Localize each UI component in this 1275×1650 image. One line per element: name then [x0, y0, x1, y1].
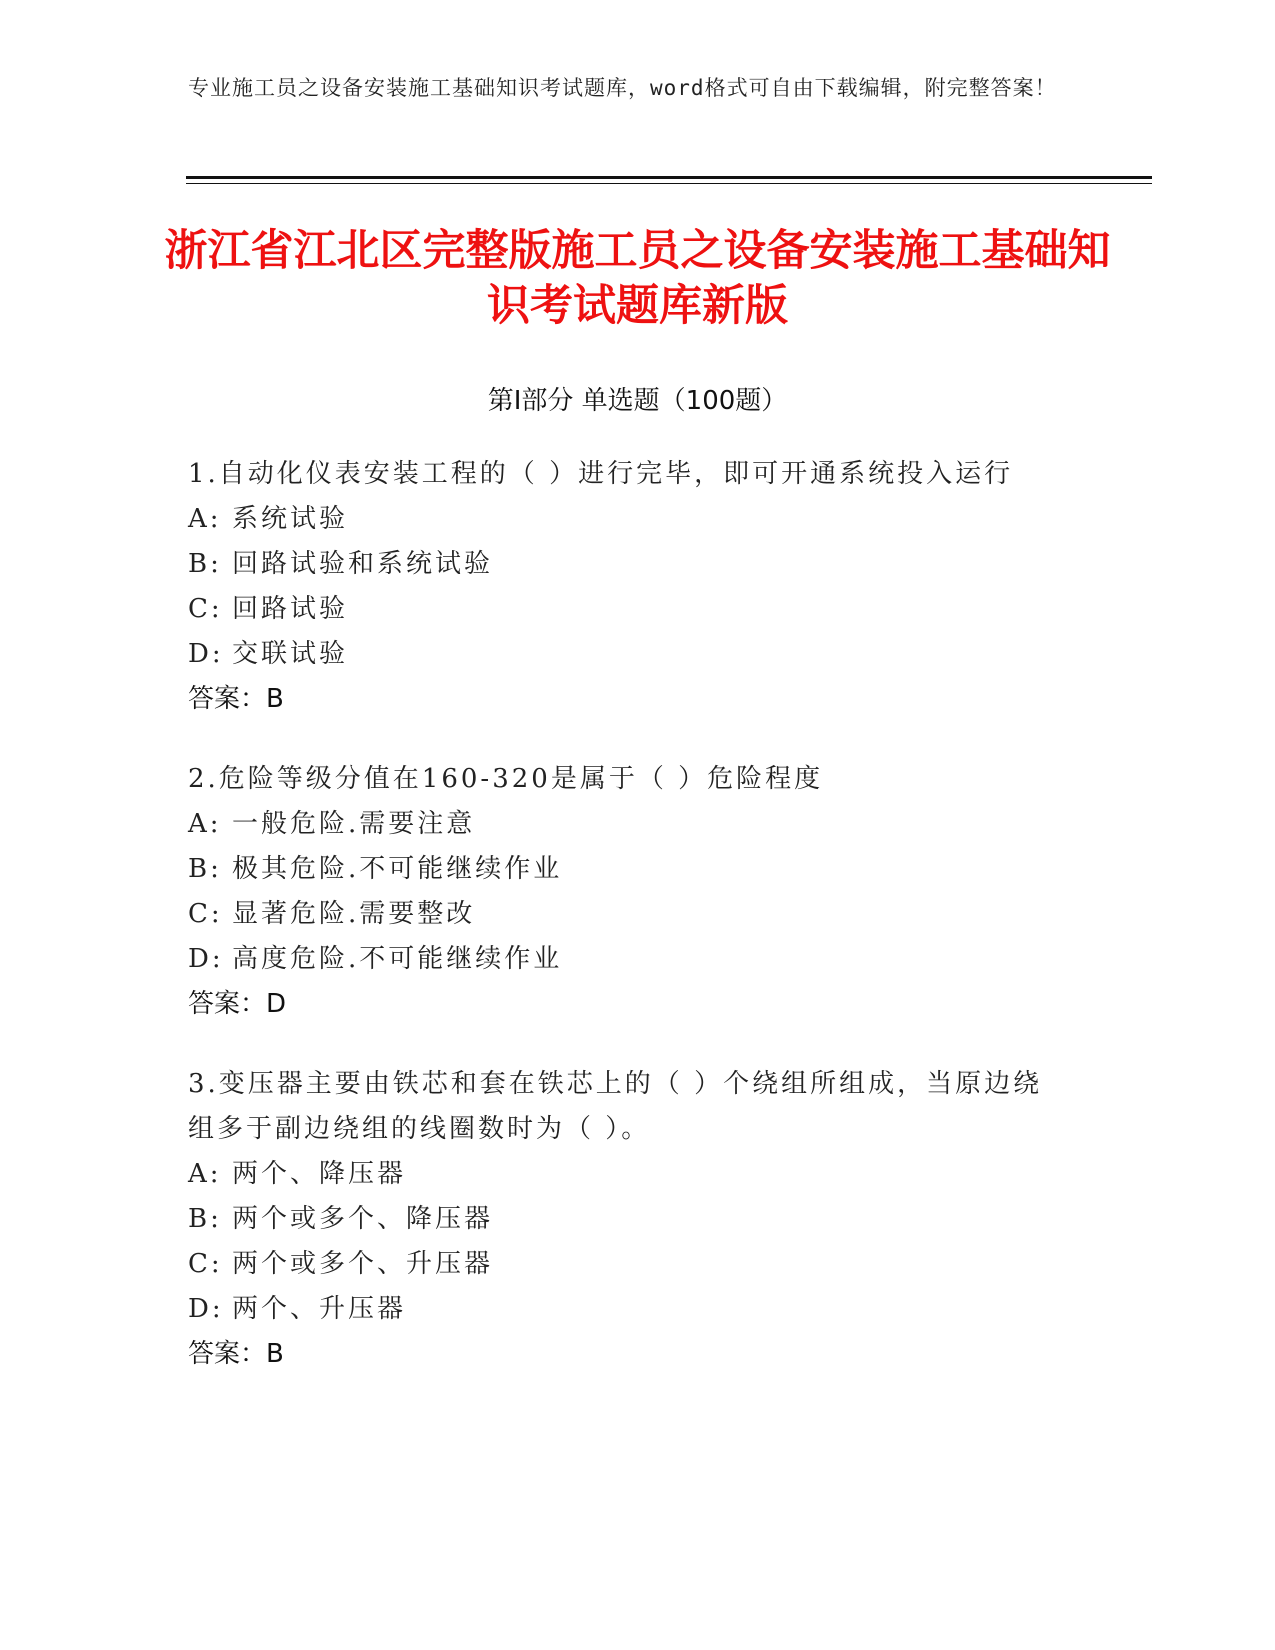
option-letter: B: [188, 854, 222, 884]
option-text: 极其危险.不可能继续作业 [232, 854, 563, 884]
option-letter: C: [188, 899, 223, 929]
option-c [188, 1242, 1068, 1287]
header-rule-thin [186, 183, 1152, 184]
option-a [188, 497, 1088, 542]
option-text: 两个、升压器 [232, 1294, 407, 1324]
option-a [188, 1152, 1068, 1197]
option-text: 一般危险.需要注意 [232, 809, 476, 839]
answer-line [188, 677, 1088, 722]
question-1 [188, 452, 1088, 722]
option-letter: D: [188, 639, 224, 669]
option-letter: B: [188, 1204, 222, 1234]
option-letter: B: [188, 549, 222, 579]
option-text: 回路试验 [232, 594, 349, 624]
option-d [188, 1287, 1068, 1332]
answer-value: B [266, 684, 284, 714]
document-title: 浙江省江北区完整版施工员之设备安装施工基础知识考试题库新版 [164, 226, 1111, 331]
option-letter: A: [188, 809, 222, 839]
option-b [188, 542, 1088, 587]
option-d [188, 937, 1088, 982]
option-b [188, 847, 1088, 892]
question-2 [188, 757, 1088, 1027]
question-text: 1.自动化仪表安装工程的（ ）进行完毕，即可开通系统投入运行 [188, 459, 1014, 489]
option-letter: A: [188, 504, 222, 534]
answer-value: D [266, 989, 287, 1019]
option-text: 高度危险.不可能继续作业 [232, 944, 563, 974]
section-heading: 第Ⅰ部分 单选题（100题） [487, 386, 788, 416]
option-letter: C: [188, 1249, 223, 1279]
option-text: 两个、降压器 [232, 1159, 407, 1189]
option-c [188, 892, 1088, 937]
option-b [188, 1197, 1068, 1242]
option-d [188, 632, 1088, 677]
option-letter: C: [188, 594, 223, 624]
intro-text: 专业施工员之设备安装施工基础知识考试题库，word格式可自由下载编辑，附完整答案！ [188, 76, 1057, 100]
question-text: 2.危险等级分值在160-320是属于（ ）危险程度 [188, 764, 824, 794]
answer-label: 答案： [188, 989, 267, 1019]
option-text: 回路试验和系统试验 [232, 549, 494, 579]
option-letter: D: [188, 1294, 224, 1324]
header-rule-thick [186, 176, 1152, 179]
option-text: 两个或多个、升压器 [232, 1249, 494, 1279]
answer-value: B [266, 1339, 284, 1369]
answer-line [188, 1332, 1068, 1377]
option-letter: D: [188, 944, 224, 974]
answer-label: 答案： [188, 684, 267, 714]
option-a [188, 802, 1088, 847]
option-text: 显著危险.需要整改 [232, 899, 476, 929]
option-text: 交联试验 [232, 639, 349, 669]
option-c [188, 587, 1088, 632]
answer-line [188, 982, 1088, 1027]
option-text: 系统试验 [232, 504, 349, 534]
option-text: 两个或多个、降压器 [232, 1204, 494, 1234]
option-letter: A: [188, 1159, 222, 1189]
question-3 [188, 1062, 1068, 1377]
answer-label: 答案： [188, 1339, 267, 1369]
question-text: 3.变压器主要由铁芯和套在铁芯上的（ ）个绕组所组成，当原边绕组多于副边绕组的线圈数时为（ ）。 [188, 1069, 1043, 1144]
